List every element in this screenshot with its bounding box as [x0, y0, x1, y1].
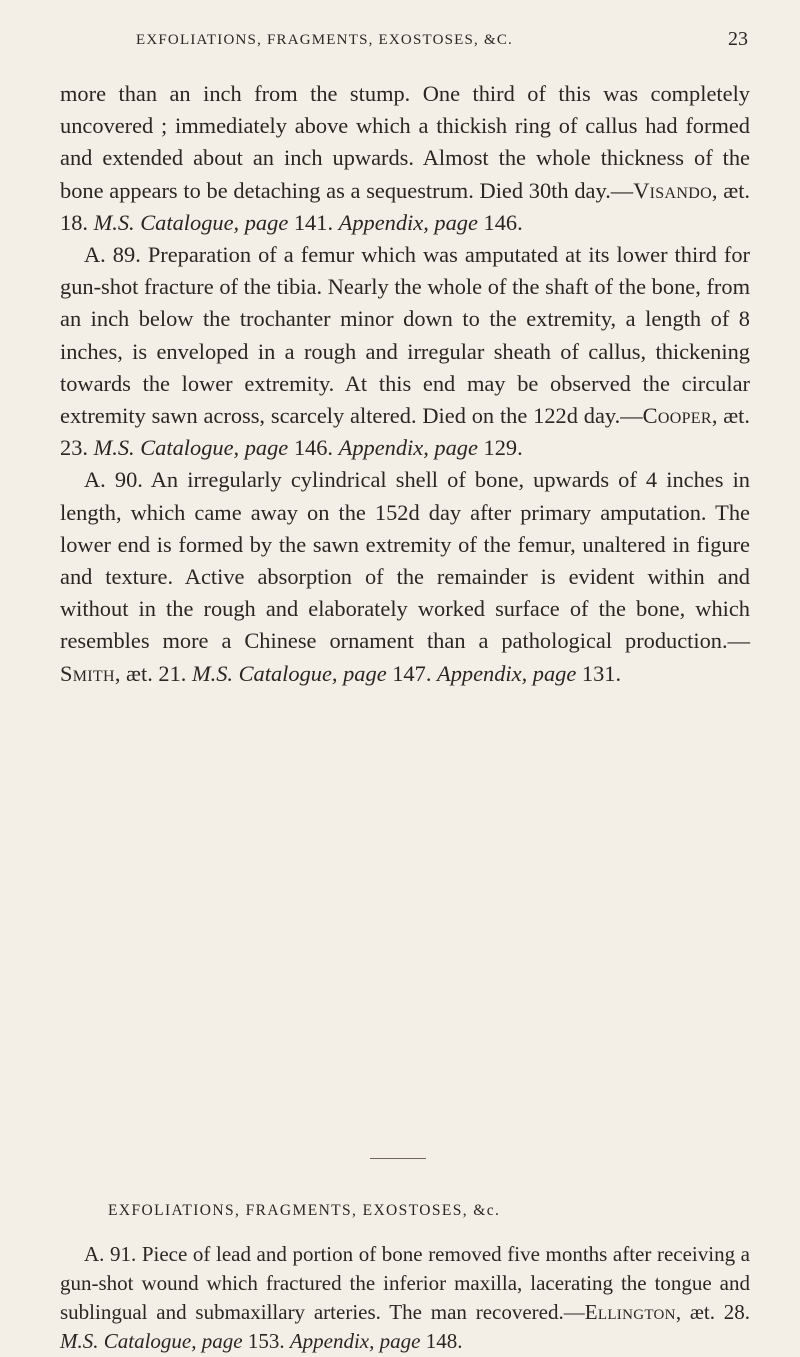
catalogue-page: 153. — [242, 1329, 290, 1353]
appendix-page: 129. — [477, 435, 523, 461]
catalogue-reference: M.S. Catalogue, page — [93, 435, 289, 461]
appendix-page: 131. — [576, 660, 622, 686]
entry-continuation — [60, 78, 750, 239]
catalogue-reference: M.S. Catalogue, page — [93, 209, 289, 235]
patient-name: Ellington — [584, 1300, 676, 1324]
patient-age: , æt. 18. — [60, 177, 751, 235]
page-number: 23 — [728, 28, 748, 50]
patient-age: , æt. 28. — [675, 1300, 750, 1324]
appendix-reference: Appendix, page — [338, 435, 478, 461]
patient-age: , æt. 21. — [114, 660, 192, 686]
page-header — [0, 20, 800, 60]
appendix-reference: Appendix, page — [437, 660, 577, 686]
section-heading: EXFOLIATIONS, FRAGMENTS, EXOSTOSES, &c. — [108, 1202, 501, 1219]
entry-text: A. 90. An irregularly cylindrical shell of bone, upwards of 4 inches in length, which came away on the 152d day after primary amputation. The lower end is formed by the sawn extremity of the femur, unaltered in figure and texture. Active absorption of the remainder is evident within and without in the rough and elaborately worked surface of the bone, which resembles more a Chinese ornament than a pathological production.— — [60, 467, 750, 654]
section-text — [60, 1240, 750, 1356]
catalogue-reference: M.S. Catalogue, page — [191, 660, 387, 686]
entry-a89 — [60, 239, 750, 464]
patient-age: , æt. 23. — [60, 403, 750, 461]
section-divider — [370, 1158, 426, 1159]
appendix-page: 148. — [420, 1329, 463, 1353]
entry-a91 — [60, 1240, 750, 1356]
running-title: EXFOLIATIONS, FRAGMENTS, EXOSTOSES, &C. — [136, 32, 513, 48]
appendix-page: 146. — [477, 209, 523, 235]
catalogue-page: 147. — [386, 660, 438, 686]
catalogue-page: 146. — [288, 435, 339, 461]
patient-name: Visando — [633, 177, 712, 203]
entry-text: more than an inch from the stump. One third of this was completely uncovered ; immediately above which a thickish ring of callus had formed and extended about an inch upwards. Almost the whole thickness of the bone appears to be detaching as a sequestrum. Died 30th day.— — [60, 81, 750, 203]
appendix-reference: Appendix, page — [289, 1329, 421, 1353]
entry-text: A. 89. Preparation of a femur which was amputated at its lower third for gun-shot fracture of the tibia. Nearly the whole of the shaft of the bone, from an inch below the trochanter minor down to the extremity, a length of 8 inches, is enveloped in a rough and irregular sheath of callus, thickening towards the lower extremity. At this end may be observed the circular extremity sawn across, scarcely altered. Died on the 122d day.— — [60, 242, 750, 429]
catalogue-reference: M.S. Catalogue, page — [60, 1329, 243, 1353]
entry-a90 — [60, 464, 750, 689]
appendix-reference: Appendix, page — [338, 209, 478, 235]
patient-name: Cooper — [642, 403, 712, 429]
patient-name: Smith — [60, 660, 115, 686]
entry-text: A. 91. Piece of lead and portion of bone removed five months after receiving a gun-shot wound which fractured the inferior maxilla, lacerating the tongue and sublingual and submaxillary arteries. The man recovered.— — [60, 1242, 750, 1324]
catalogue-page: 141. — [288, 209, 339, 235]
main-text — [60, 78, 750, 690]
